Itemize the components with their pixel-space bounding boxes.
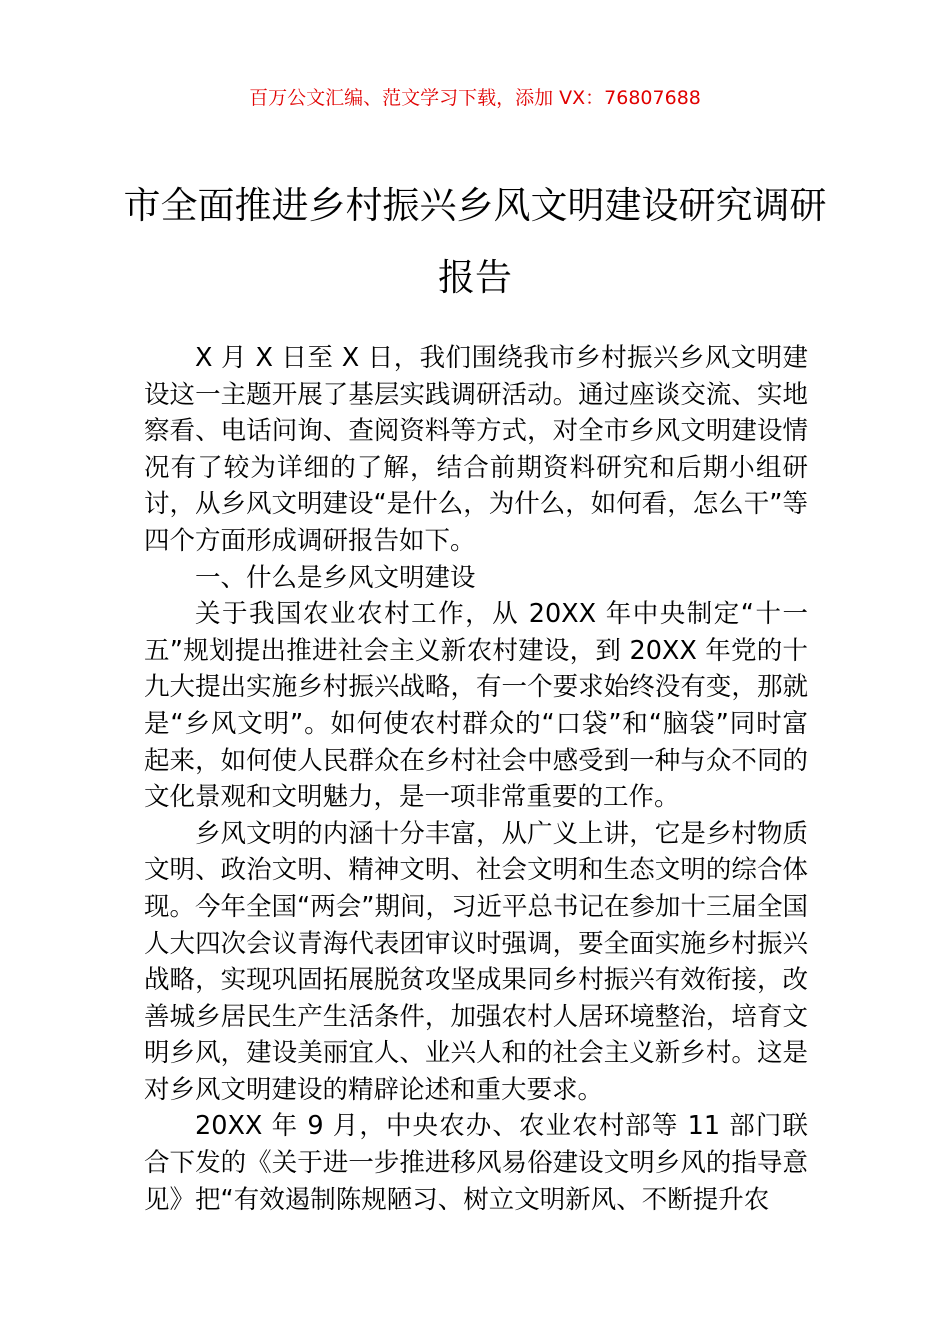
watermark-banner: 百万公文汇编、范文学习下载，添加 VX：76807688 (249, 87, 701, 109)
paragraph: 20XX 年 9 月，中央农办、农业农村部等 11 部门联合下发的《关于进一步推进移风易俗建设文明乡风的指导意见》把“有效遏制陈规陋习、树立文明新风、不断提升农 (144, 1111, 808, 1215)
paragraph-intro: X 月 X 日至 X 日，我们围绕我市乡村振兴乡风文明建设这一主题开展了基层实践调研活动。通过座谈交流、实地察看、电话问询、查阅资料等方式，对全市乡风文明建设情况有了较为详细的了解，结合前期资料研究和后期小组研讨，从乡风文明建设“是什么，为什么，如何看，怎么干”等四个方面形成调研报告如下。 (144, 343, 808, 556)
section-heading: 一、什么是乡风文明建设 (195, 562, 476, 593)
document-title: 市全面推进乡村振兴乡风文明建设研究调研报告 (123, 184, 827, 299)
document-body (144, 340, 808, 1218)
paragraph: 关于我国农业农村工作，从 20XX 年中央制定“十一五”规划提出推进社会主义新农村建设，到 20XX 年党的十九大提出实施乡村振兴战略，有一个要求始终没有变，那就是“乡风文明”。如何使农村群众的“口袋”和“脑袋”同时富起来，如何使人民群众在乡村社会中感受到一种与众不同的文化景观和文明魅力，是一项非常重要的工作。 (144, 599, 808, 813)
paragraph: 乡风文明的内涵十分丰富，从广义上讲，它是乡村物质文明、政治文明、精神文明、社会文明和生态文明的综合体现。今年全国“两会”期间，习近平总书记在参加十三届全国人大四次会议青海代表团审议时强调，要全面实施乡村振兴战略，实现巩固拓展脱贫攻坚成果同乡村振兴有效衔接，改善城乡居民生产生活条件，加强农村人居环境整治，培育文明乡风，建设美丽宜人、业兴人和的社会主义新乡村。这是对乡风文明建设的精辟论述和重大要求。 (144, 818, 808, 1105)
